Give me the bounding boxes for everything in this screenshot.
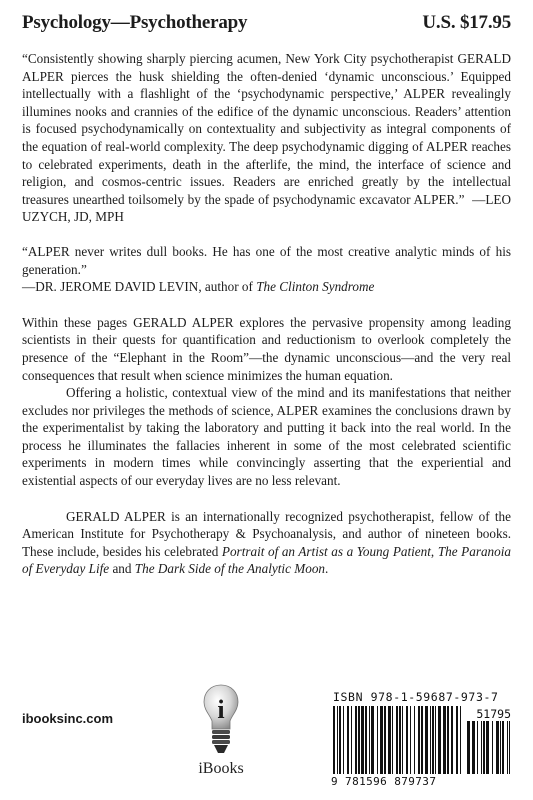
bio-text: GERALD ALPER is an internationally recognized psychotherapist, fellow of the American Institute for Psychotherapy & Psychoanalysis, and author of nineteen books. These include, besides his celebrated	[22, 508, 511, 559]
bio-end: .	[325, 561, 329, 577]
bio-title-2: The Paranoia of Everyday Life	[22, 543, 511, 577]
author-bio	[22, 508, 511, 578]
endorsement-2-attribution: —DR. JEROME DAVID LEVIN, author of	[22, 279, 257, 295]
publisher-name: iBooks	[198, 760, 244, 777]
bio-title-1: Portrait of an Artist as a Young Patient	[221, 543, 431, 559]
bio-separator-1: ,	[430, 543, 438, 559]
ean-digits: 9 781596 879737	[331, 775, 437, 788]
price-code: 51795	[476, 707, 511, 721]
publisher-logo	[186, 683, 256, 793]
isbn-barcode	[331, 690, 513, 788]
endorsement-1	[22, 50, 511, 226]
isbn-number: ISBN 978-1-59687-973-7	[333, 690, 499, 704]
description-paragraph-1: Within these pages GERALD ALPER explores the pervasive propensity among leading scientists in their quests for quantification and reductionism to overlook completely the presence of the “Elephant in the Room”—the dynamic unconscious—and the very real consequences that result when science minimizes the human equation.	[22, 314, 511, 383]
back-cover-text	[22, 50, 511, 578]
website-url: ibooksinc.com	[22, 711, 114, 726]
ean-barcode-bars	[333, 706, 461, 774]
endorsement-2-book-title: The Clinton Syndrome	[256, 279, 375, 295]
header	[22, 12, 511, 34]
price-label: U.S. $17.95	[422, 12, 511, 33]
category-label: Psychology—Psychotherapy	[22, 12, 248, 33]
endorsement-1-quote: “Consistently showing sharply piercing acumen, New York City psychotherapist GERALD ALPER pierces the husk shielding the often-denied ‘dynamic unconscious.’ Equipped intellectually with a flashlight of the ‘psychodynamic perspective,’ ALPER revealingly illumines nooks and crannies of the edifice of the dynamic unconscious. Readers’ attention is focused psychodynamically on contextuality and subjectivity as integral components of the equation of real-world complexity. The deep psychodynamic digging of ALPER reaches to celebrated experiments, death in the afterlife, the mind, the interface of science and religion, and cosmos-centric issues. Readers are enriched greatly by the intellectual treasures unearthed toilsomely by the spade of psychodynamic excavator ALPER.”	[22, 51, 511, 207]
endorsement-2	[22, 243, 511, 296]
bio-separator-2: and	[109, 561, 135, 577]
lightbulb-icon	[201, 683, 241, 757]
endorsement-2-quote: “ALPER never writes dull books. He has one of the most creative analytic minds of his generation.”	[22, 243, 511, 277]
logo-letter: i	[217, 695, 225, 724]
price-barcode-bars	[467, 721, 511, 774]
description-paragraph-2: Offering a holistic, contextual view of the mind and its manifestations that neither excludes nor privileges the methods of science, ALPER examines the conclusions drawn by the experimentalist by taking the laboratory and putting it back into the real world. In the process he illuminates the fallacies inherent in some of the most celebrated scientific experiments in modern times while convincingly asserting that the experiential and existential aspects of our everyday lives are no less relevant.	[22, 385, 511, 489]
bio-title-3: The Dark Side of the Analytic Moon	[134, 561, 326, 577]
endorsement-1-attribution: —LEO UZYCH, JD, MPH	[22, 191, 511, 225]
